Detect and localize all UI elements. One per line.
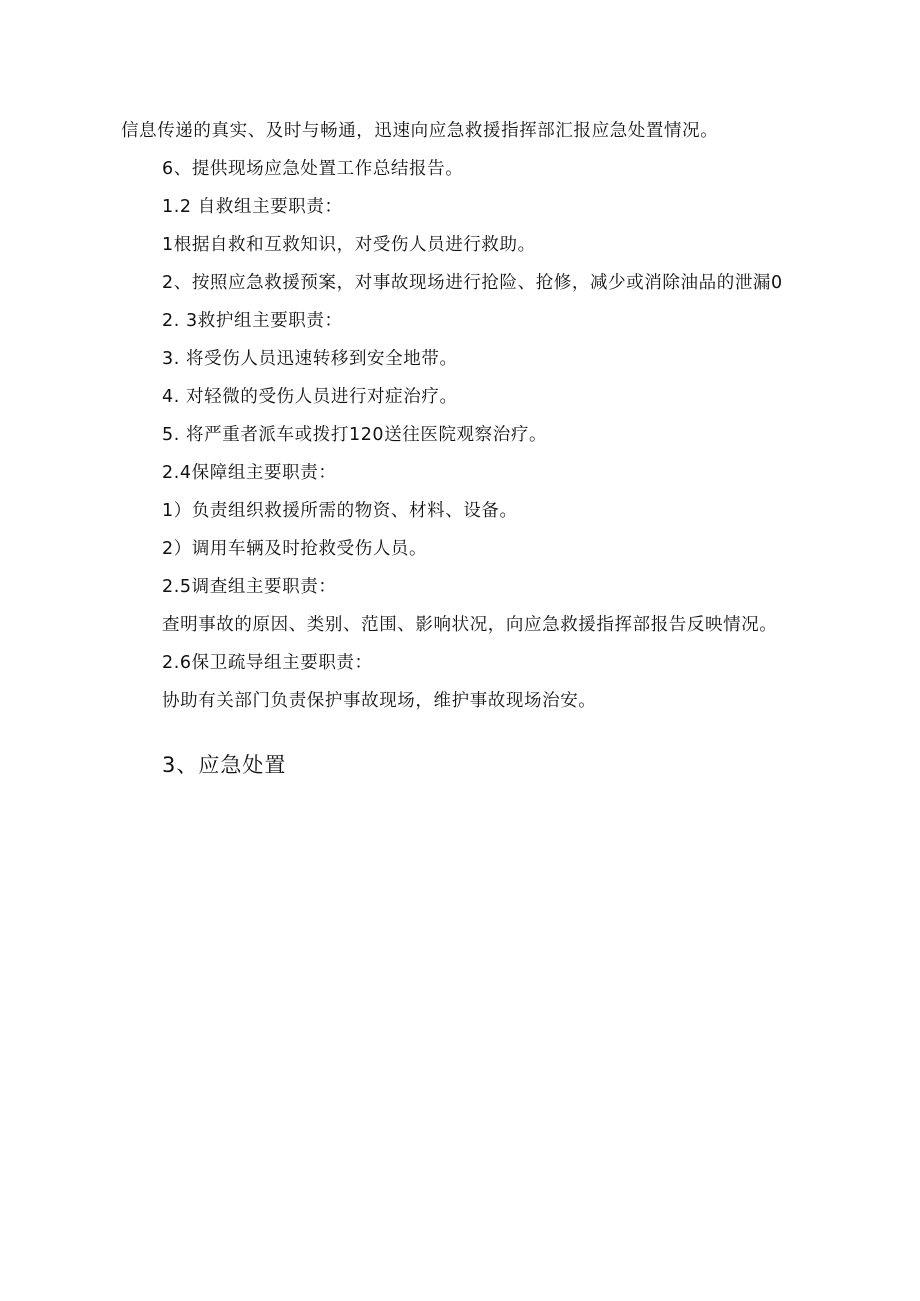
paragraph-rescue-care-4: 4. 对轻微的受伤人员进行对症治疗。 <box>162 387 458 407</box>
heading-investigation-group: 2.5调查组主要职责： <box>162 577 337 597</box>
section-heading-emergency-response: 3、应急处置 <box>162 753 287 777</box>
paragraph-item-6: 6、提供现场应急处置工作总结报告。 <box>162 159 464 179</box>
paragraph-investigation: 查明事故的原因、类别、范围、影响状况，向应急救援指挥部报告反映情况。 <box>162 615 778 635</box>
paragraph-self-rescue-2: 2、按照应急救援预案，对事故现场进行抢险、抢修，减少或消除油品的泄漏0 <box>162 273 783 293</box>
paragraph-support-1: 1）负责组织救援所需的物资、材料、设备。 <box>162 501 518 521</box>
heading-rescue-care-group: 2. 3救护组主要职责： <box>162 311 343 331</box>
paragraph-support-2: 2）调用车辆及时抢救受伤人员。 <box>162 539 428 559</box>
paragraph-self-rescue-1: 1根据自救和互救知识，对受伤人员进行救助。 <box>162 235 536 255</box>
heading-self-rescue-group: 1.2 自救组主要职责： <box>162 197 343 217</box>
heading-support-group: 2.4保障组主要职责： <box>162 463 337 483</box>
paragraph-info-transfer: 信息传递的真实、及时与畅通，迅速向应急救援指挥部汇报应急处置情况。 <box>121 121 719 141</box>
paragraph-rescue-care-5: 5. 将严重者派车或拨打120送往医院观察治疗。 <box>162 425 548 445</box>
heading-security-group: 2.6保卫疏导组主要职责： <box>162 653 373 673</box>
paragraph-rescue-care-3: 3. 将受伤人员迅速转移到安全地带。 <box>162 349 458 369</box>
paragraph-security: 协助有关部门负责保护事故现场，维护事故现场治安。 <box>162 691 597 711</box>
